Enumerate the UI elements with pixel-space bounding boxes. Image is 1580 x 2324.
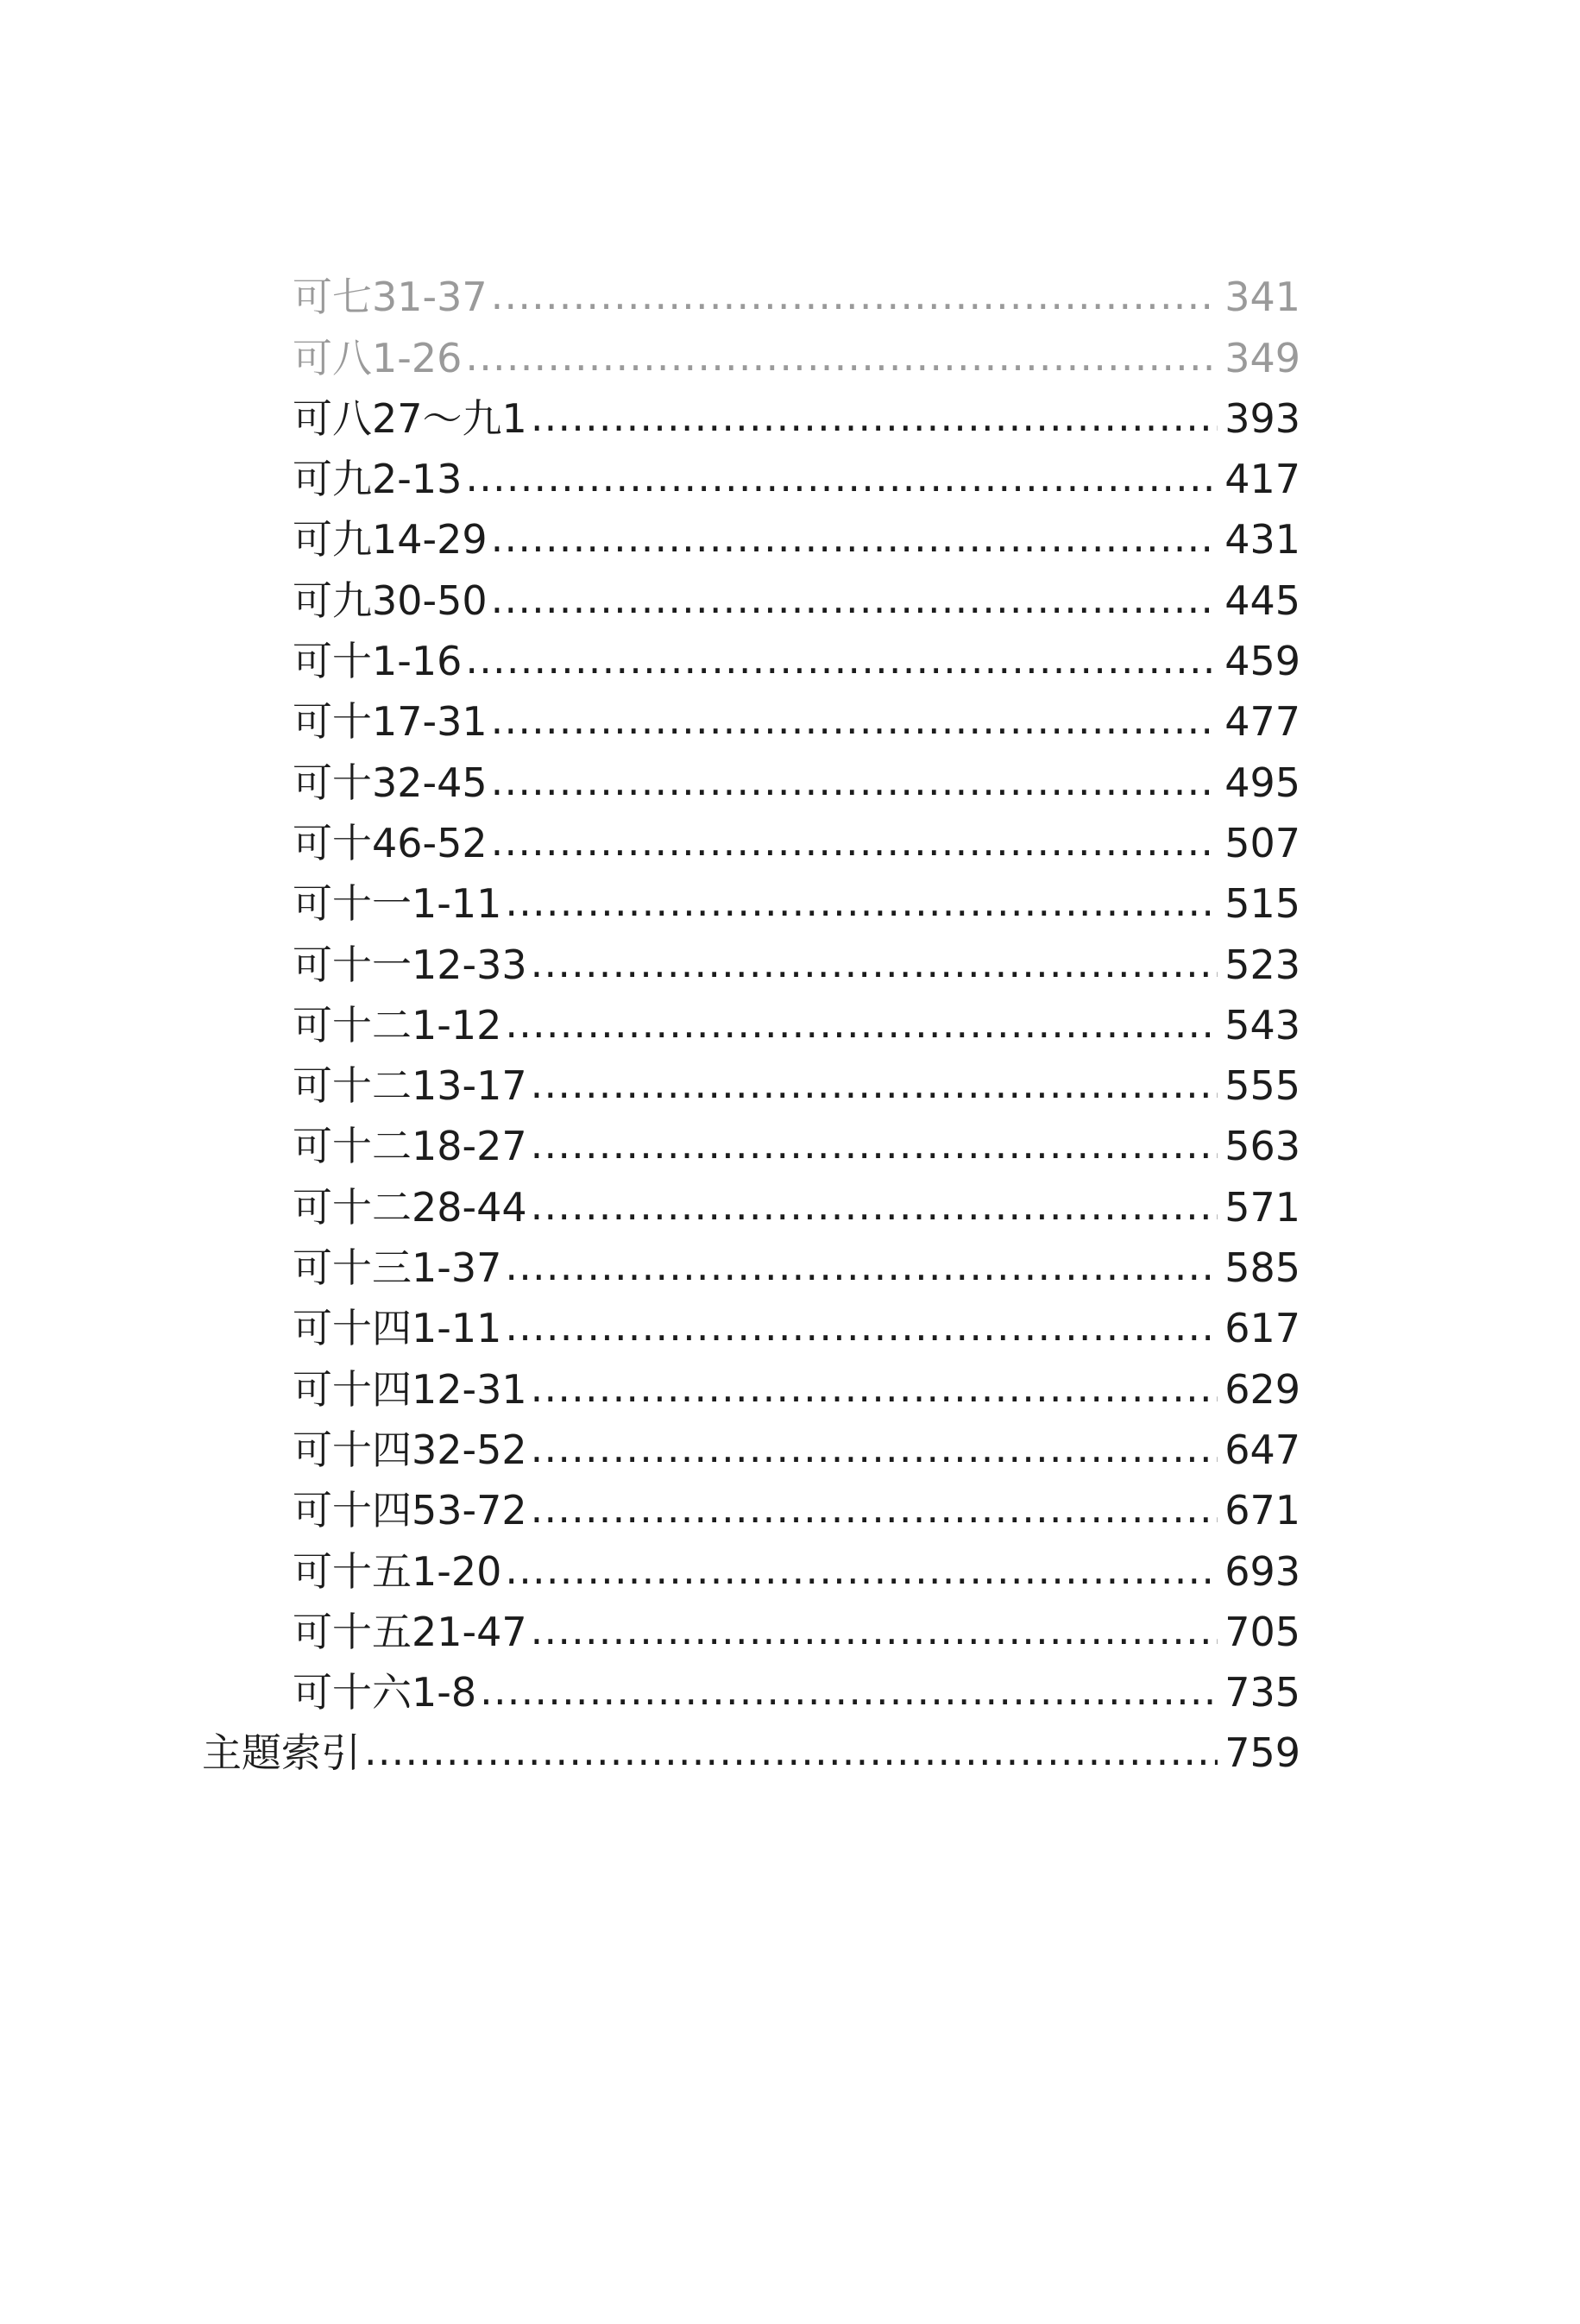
toc-entry-label: 可七31-37 [293,274,488,321]
toc-dot-leader [531,1610,1218,1650]
toc-page-number: 459 [1224,638,1300,685]
toc-dot-leader [531,1368,1218,1408]
toc-dot-leader [491,579,1218,619]
toc-dot-leader [505,1004,1218,1043]
toc-page-number: 693 [1224,1547,1300,1595]
toc-page-number: 523 [1224,941,1300,988]
toc-dot-leader [531,943,1218,983]
toc-entry-label: 可十32-45 [293,759,488,806]
toc-page-number: 585 [1224,1244,1300,1292]
toc-page-number: 507 [1224,819,1300,866]
toc-dot-leader [531,1186,1218,1225]
toc-dot-leader [531,1489,1218,1528]
toc-entry[interactable] [293,1652,1300,1716]
toc-entry[interactable] [293,1105,1300,1170]
toc-dot-leader [491,518,1218,557]
toc-entry[interactable] [293,741,1300,806]
toc-entry[interactable] [293,317,1300,381]
toc-page-number: 543 [1224,1001,1300,1049]
toc-entry-label: 可十17-31 [293,698,488,746]
toc-page-number: 495 [1224,759,1300,806]
toc-entry-label: 可八27～九1 [293,394,527,442]
toc-entry[interactable] [293,1591,1300,1655]
toc-page-number: 671 [1224,1487,1300,1534]
toc-page-number: 759 [1224,1729,1300,1777]
toc-dot-leader [491,761,1218,801]
toc-entry-label: 可十一1-11 [293,880,502,928]
toc-entry[interactable] [293,1045,1300,1110]
toc-page-number: 617 [1224,1305,1300,1352]
toc-entry-label: 可十四32-52 [293,1426,527,1473]
toc-entry[interactable] [293,1348,1300,1413]
toc-entry-label: 可十46-52 [293,819,488,866]
toc-entry-label: 可十四1-11 [293,1305,502,1352]
toc-page-number: 477 [1224,698,1300,746]
toc-entry[interactable] [293,559,1300,624]
toc-page-number: 735 [1224,1669,1300,1716]
toc-entry[interactable] [293,1530,1300,1595]
toc-entry-label: 可八1-26 [293,334,463,381]
toc-entry[interactable] [293,1470,1300,1534]
toc-entry-label: 主題索引 [202,1729,361,1777]
toc-entry[interactable] [293,863,1300,928]
toc-entry-label: 可十二18-27 [293,1123,527,1170]
toc-entry[interactable] [293,985,1300,1049]
toc-dot-leader [491,275,1218,315]
toc-dot-leader [465,639,1218,679]
toc-dot-leader [465,457,1218,497]
toc-entry-label: 可十六1-8 [293,1669,477,1716]
toc-dot-leader [465,337,1218,376]
toc-entry-label: 可十四53-72 [293,1487,527,1534]
toc-dot-leader [491,700,1218,740]
toc-entry-subject-index[interactable] [202,1712,1300,1777]
toc-dot-leader [505,1550,1218,1590]
toc-entry-label: 可十五21-47 [293,1608,527,1655]
toc-page-number: 647 [1224,1426,1300,1473]
toc-entry-label: 可十二13-17 [293,1062,527,1110]
toc-dot-leader [505,882,1218,922]
toc-entry[interactable] [293,1288,1300,1352]
toc-dot-leader [505,1246,1218,1286]
toc-dot-leader [531,1428,1218,1468]
toc-entry-label: 可十五1-20 [293,1547,502,1595]
toc-entry-label: 可十二28-44 [293,1183,527,1231]
toc-entry-label: 可十一12-33 [293,941,527,988]
toc-page-number: 705 [1224,1608,1300,1655]
toc-entry[interactable] [293,378,1300,442]
toc-page-number: 349 [1224,334,1300,381]
toc-entry[interactable] [293,620,1300,685]
toc-entry[interactable] [293,1409,1300,1473]
toc-page-number: 445 [1224,576,1300,624]
toc-entry-label: 可十四12-31 [293,1365,527,1413]
toc-entry[interactable] [293,438,1300,503]
toc-entry[interactable] [293,681,1300,746]
toc-dot-leader [505,1307,1218,1346]
toc-entry-label: 可九14-29 [293,516,488,564]
toc-entry[interactable] [293,1166,1300,1231]
toc-entry[interactable] [293,256,1300,321]
toc-dot-leader [491,822,1218,861]
toc-entry[interactable] [293,1227,1300,1292]
toc-dot-leader [364,1731,1218,1771]
toc-dot-leader [480,1671,1218,1710]
toc-entry[interactable] [293,499,1300,564]
toc-page-number: 563 [1224,1123,1300,1170]
toc-dot-leader [531,397,1218,437]
toc-dot-leader [531,1064,1218,1104]
toc-page-number: 629 [1224,1365,1300,1413]
toc-dot-leader [531,1124,1218,1164]
toc-page-number: 515 [1224,880,1300,928]
toc-page-number: 571 [1224,1183,1300,1231]
toc-entry-label: 可十三1-37 [293,1244,502,1292]
toc-entry-label: 可九2-13 [293,456,463,503]
toc-entry-label: 可十二1-12 [293,1001,502,1049]
toc-page-number: 555 [1224,1062,1300,1110]
toc-entry-label: 可九30-50 [293,576,488,624]
toc-page-number: 393 [1224,394,1300,442]
toc-page-number: 417 [1224,456,1300,503]
toc-entry[interactable] [293,803,1300,866]
toc-page-number: 431 [1224,516,1300,564]
table-of-contents [0,256,1580,1777]
toc-entry[interactable] [293,923,1300,988]
toc-entry-label: 可十1-16 [293,638,463,685]
toc-page-number: 341 [1224,274,1300,321]
